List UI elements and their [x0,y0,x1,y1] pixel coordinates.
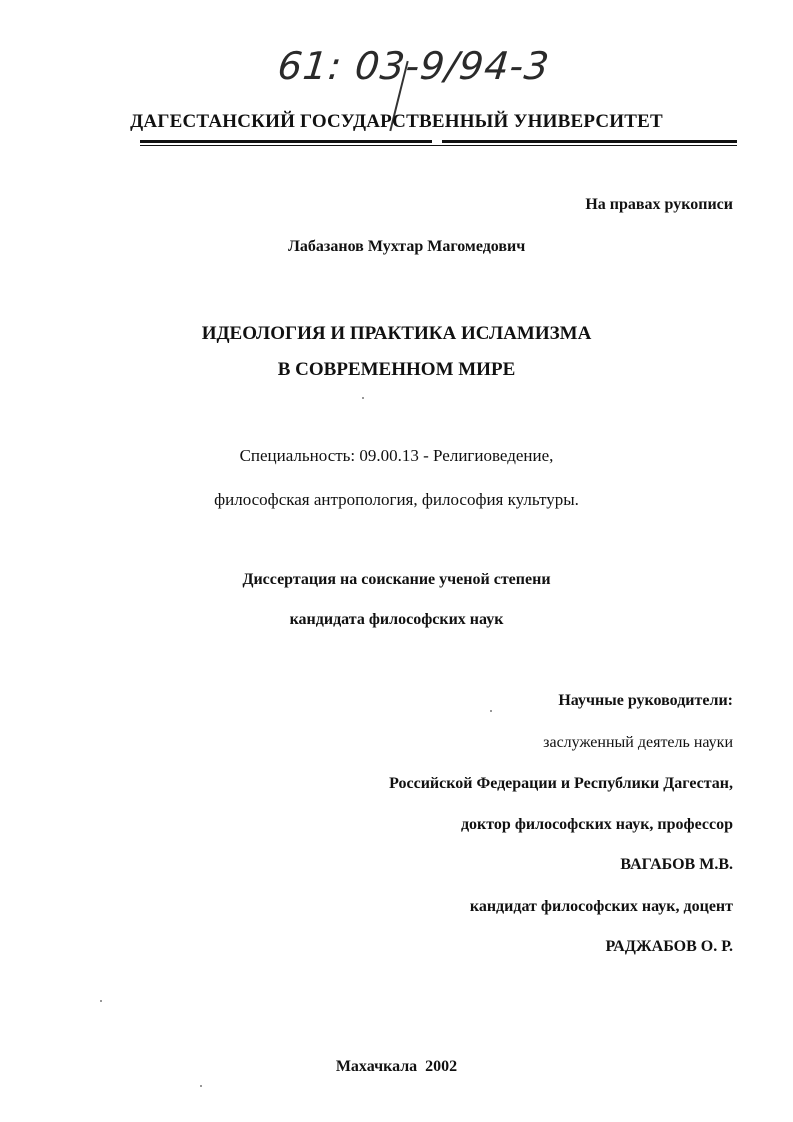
header-rule-thin [140,145,737,146]
supervisor-1-name: ВАГАБОВ М.В. [620,856,733,873]
degree-line-2: кандидата философских наук [289,611,504,628]
supervisor-1-title-line-2: Российской Федерации и Республики Дагестан, [389,775,733,792]
scan-speck [200,1085,202,1087]
degree-line-1: Диссертация на соискание ученой степени [242,571,551,588]
supervisors-heading: Научные руководители: [558,692,733,709]
archive-stamp: 61: 03-9/94-3 [275,44,552,88]
supervisor-2-degree: кандидат философских наук, доцент [469,898,733,915]
scan-speck [490,710,492,712]
supervisor-1-degree: доктор философских наук, профессор [460,816,733,833]
thesis-title-line-2: В СОВРЕМЕННОМ МИРЕ [277,359,516,380]
scan-speck [362,397,364,399]
header-rule-gap [432,140,442,143]
author-name: Лабазанов Мухтар Магомедович [288,238,526,255]
specialty-line-1: Специальность: 09.00.13 - Религиоведение, [239,446,554,465]
supervisor-1-title-line-1: заслуженный деятель науки [543,734,733,751]
city-year: Махачкала 2002 [335,1058,458,1075]
manuscript-note: На правах рукописи [585,196,733,213]
supervisor-2-name: РАДЖАБОВ О. Р. [605,938,733,955]
specialty-line-2: философская антропология, философия культуры. [214,490,579,509]
university-name: ДАГЕСТАНСКИЙ ГОСУДАРСТВЕННЫЙ УНИВЕРСИТЕТ [130,111,663,132]
scan-speck [100,1000,102,1002]
thesis-title-line-1: ИДЕОЛОГИЯ И ПРАКТИКА ИСЛАМИЗМА [201,323,592,344]
